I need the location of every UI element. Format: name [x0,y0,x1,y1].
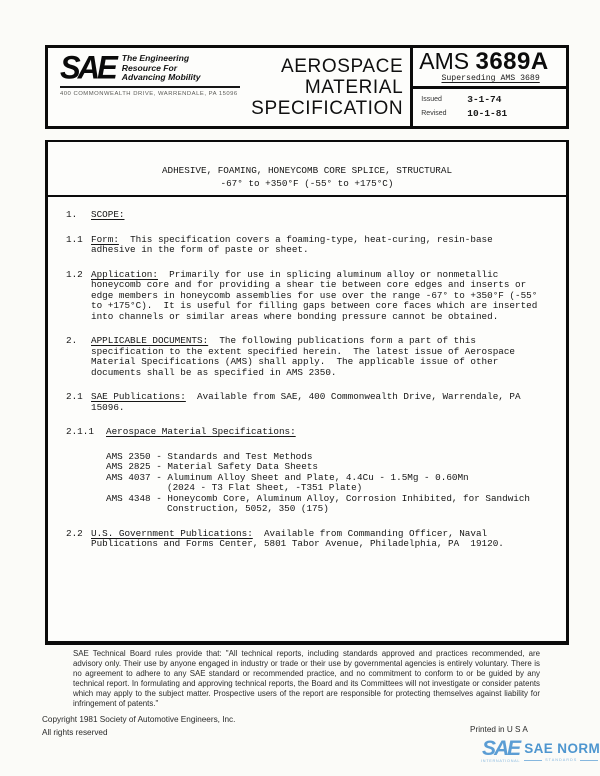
section-heading: Aerospace Material Specifications: [106,426,296,437]
sae-logo-block [48,48,251,126]
copyright-line: Copyright 1981 Society of Automotive Engineers, Inc. [42,715,236,724]
section-text: This specification covers a foaming-type, heat-curing, resin-base adhesive in the form of paste or sheet. [91,233,499,255]
section-number: 1. [66,209,78,220]
section-number: 2.2 [66,527,83,539]
superseding-note: Superseding AMS 3689 [441,74,540,83]
ams-item-line: AMS 2350 - Standards and Test Methods [106,450,313,462]
section-text: Available from SAE, 400 Commonwealth Drive, Warrendale, PA 15096. [91,391,527,413]
section-heading: Application: [91,268,158,280]
ams-item-continuation: Construction, 5052, 350 (175) [167,503,329,514]
doc-type [251,56,403,119]
spec-body-box [45,140,569,645]
section-number: 1.1 [66,233,83,245]
ams-item-line: AMS 2825 - Material Safety Data Sheets [106,461,319,472]
ams-item-line: AMS 4348 - Honeycomb Core, Aluminum Alloy, Corrosion Inhibited, for Sandwich [106,492,531,504]
spec-title [48,142,566,197]
section-1-scope [66,210,566,221]
section-heading: APPLICABLE DOCUMENTS: [91,335,209,346]
ams-document-list [106,452,566,515]
logo-divider [60,86,240,88]
revised-label: Revised [421,110,447,117]
technical-board-disclaimer: SAE Technical Board rules provide that: "All technical reports, including standards approved and practices recommended, are advisory only. Their use by anyone engaged in industry or trade or their use by governmental agencies is entirely voluntary. There is no agreement to adhere to any SAE standard or recommended practice, and no commitment to conform to or be guided by any technical report. In formulating and approving technical reports, the Board and its Committees will not investigate or consider patents which may apply to the subject matter. Prospective users of the report are responsible for protecting themselves against liability for infringement of patents." [73,649,540,708]
sae-norm-name: SAE NORM [524,741,600,756]
section-1-2-application [66,270,566,323]
header [45,45,569,129]
section-text: Primarily for use in splicing aluminum alloy or nonmetallic honeycomb core and for providing a shear tie between core edges and inserts or edge members in honeycomb assemblies for use over the range -67° to +350°F (-55° to +175°C). It is useful for filling gaps between core faces which are inserted into channels or similar areas where bonding pressure cannot be obtained. [91,268,543,322]
tagline-line: Resource For [121,62,178,73]
revision-block [413,89,566,122]
tagline-line: The Engineering [121,53,190,63]
spec-number-block [410,48,566,126]
section-heading: SAE Publications: [91,391,186,402]
section-number: 1.2 [66,268,83,280]
section-heading: Form: [91,233,119,245]
ams-item-continuation: (2024 - T3 Flat Sheet, -T351 Plate) [167,482,363,493]
section-text: Available from Commanding Officer, Naval Publications and Forms Center, 5801 Tabor Avenue, Philadelphia, PA 19120. [91,527,504,549]
sae-norm-subtitle-text: STANDARDS [545,758,578,762]
sae-address: 400 COMMONWEALTH DRIVE, WARRENDALE, PA 15096 [60,90,238,97]
issued-row [421,94,560,105]
section-1-1-form [66,235,566,256]
ams-list-item [106,473,566,494]
spec-title-line-2: -67° to +350°F (-55° to +175°C) [220,178,394,189]
section-number: 2.1 [66,391,83,402]
spec-prefix: AMS [419,48,470,74]
sae-norm-subtitle [524,758,598,762]
printed-in-usa: Printed in U S A [470,725,528,734]
doc-type-block [251,48,410,126]
sae-tagline [122,53,201,83]
section-2-2-us-government-publications [66,529,566,550]
sae-norm-sae-icon: SAE [482,737,520,760]
ams-list-item [106,494,566,515]
revised-date: 10-1-81 [467,108,508,119]
section-number: 2. [66,335,78,346]
spec-code: 3689A [475,48,549,75]
revised-row [421,108,560,119]
tagline-line: Advancing Mobility [121,72,201,83]
spec-number-top [413,48,566,89]
section-2-1-sae-publications [66,392,566,413]
section-2-1-1-aerospace-material-specifications [66,427,566,438]
spec-number [419,50,562,73]
doc-type-line: SPECIFICATION [251,97,404,119]
spec-content [48,197,566,550]
spec-title-line-1: ADHESIVE, FOAMING, HONEYCOMB CORE SPLICE, STRUCTURAL [161,165,453,176]
section-text: The following publications form a part of this specification to the extent specified herein. The latest issue of Aerospace Material Specifications (AMS) shall apply. The applicable issue of other documents shall be as specified in AMS 2350. [91,335,521,378]
sae-logo: SAE [60,49,115,86]
copyright-block [42,714,235,739]
rights-line: All rights reserved [42,727,108,737]
issued-date: 3-1-74 [467,94,502,105]
doc-type-line: MATERIAL [304,76,404,98]
ams-list-item [106,462,566,473]
ams-item-line: AMS 4037 - Aluminum Alloy Sheet and Plate, 4.4Cu - 1.5Mg - 0.60Mn [106,471,469,483]
section-number: 2.1.1 [66,426,94,437]
section-heading: U.S. Government Publications: [91,527,253,539]
sae-international-mark [481,739,520,763]
section-heading: SCOPE: [91,209,125,220]
doc-type-line: AEROSPACE [281,55,404,77]
sae-norm-logo [481,739,598,763]
sae-norm-wordmark [524,739,598,762]
section-2-applicable-documents [66,336,566,378]
issued-label: Issued [421,96,442,103]
sae-international-label: INTERNATIONAL [481,759,521,763]
